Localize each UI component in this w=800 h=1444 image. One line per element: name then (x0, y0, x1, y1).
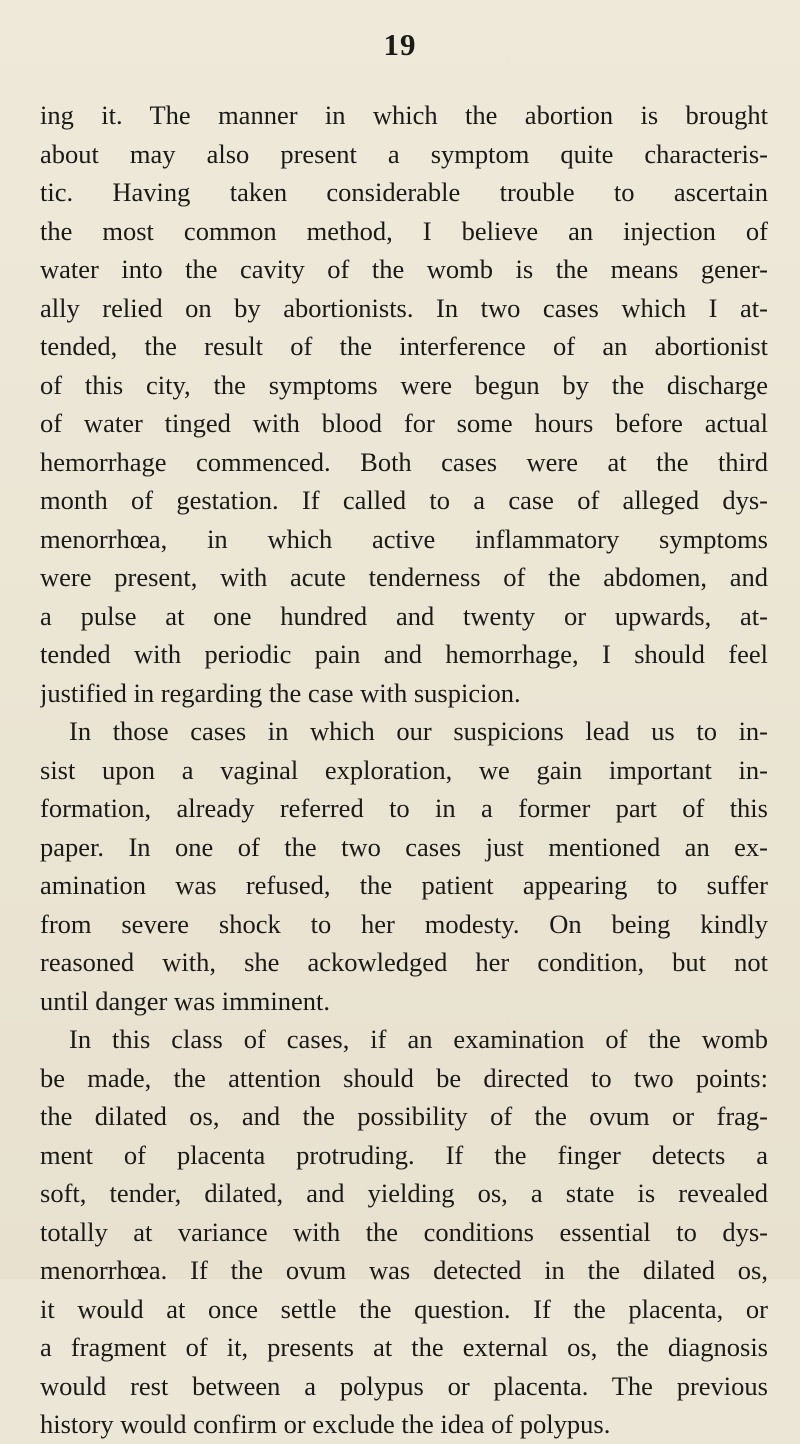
text-line: ment of placenta protruding. If the finger detects a (40, 1139, 768, 1170)
text-line: from severe shock to her modesty. On being kindly (40, 908, 768, 939)
text-line: were present, with acute tenderness of the abdomen, and (40, 562, 768, 592)
text-line: would rest between a polypus or placenta. The previous (40, 1370, 768, 1401)
body-text (40, 96, 768, 1444)
text-line: hemorrhage commenced. Both cases were at the third (40, 446, 768, 477)
text-line: reasoned with, she ackowledged her condition, but not (40, 947, 768, 977)
text-line: a pulse at one hundred and twenty or upwards, at- (40, 600, 768, 631)
text-line: a fragment of it, presents at the external os, the diagnosis (40, 1332, 768, 1362)
text-line: ally relied on by abortionists. In two cases which I at- (40, 292, 768, 323)
text-line: paper. In one of the two cases just mentioned an ex- (40, 831, 768, 862)
text-line: the most common method, I believe an injection of (40, 215, 768, 246)
text-line: menorrhœa. If the ovum was detected in the dilated os, (40, 1255, 768, 1285)
text-line: amination was refused, the patient appearing to suffer (40, 870, 768, 900)
paragraph-start-line: In those cases in which our suspicions lead us to in- (69, 716, 768, 746)
text-line: menorrhœa, in which active inflammatory symptoms (40, 523, 768, 554)
text-line: the dilated os, and the possibility of the ovum or frag- (40, 1101, 768, 1131)
paragraph-start-line: In this class of cases, if an examination of the womb (69, 1024, 768, 1054)
text-line: month of gestation. If called to a case of alleged dys- (40, 485, 768, 515)
text-line: about may also present a symptom quite characteris- (40, 138, 768, 169)
text-line: tended, the result of the interference of an abortionist (40, 331, 768, 361)
text-line: tended with periodic pain and hemorrhage, I should feel (40, 639, 768, 669)
paragraph-end-line: history would confirm or exclude the idea of polypus. (40, 1409, 611, 1439)
text-line: soft, tender, dilated, and yielding os, a state is revealed (40, 1178, 768, 1208)
paragraph-end-line: until danger was imminent. (40, 985, 330, 1016)
page-number: 19 (383, 27, 417, 62)
text-line: tic. Having taken considerable trouble to ascertain (40, 177, 768, 207)
text-line: water into the cavity of the womb is the means gener- (40, 254, 768, 284)
text-line: sist upon a vaginal exploration, we gain important in- (40, 754, 768, 785)
text-line: of this city, the symptoms were begun by the discharge (40, 369, 768, 400)
text-line: formation, already referred to in a former part of this (40, 793, 768, 823)
text-line: ing it. The manner in which the abortion is brought (40, 100, 768, 130)
text-line: be made, the attention should be directed to two points: (40, 1062, 768, 1093)
text-line: of water tinged with blood for some hours before actual (40, 408, 768, 438)
text-line: it would at once settle the question. If the placenta, or (40, 1293, 768, 1324)
text-line: totally at variance with the conditions essential to dys- (40, 1216, 768, 1247)
paragraph-end-line: justified in regarding the case with suspicion. (40, 677, 521, 708)
